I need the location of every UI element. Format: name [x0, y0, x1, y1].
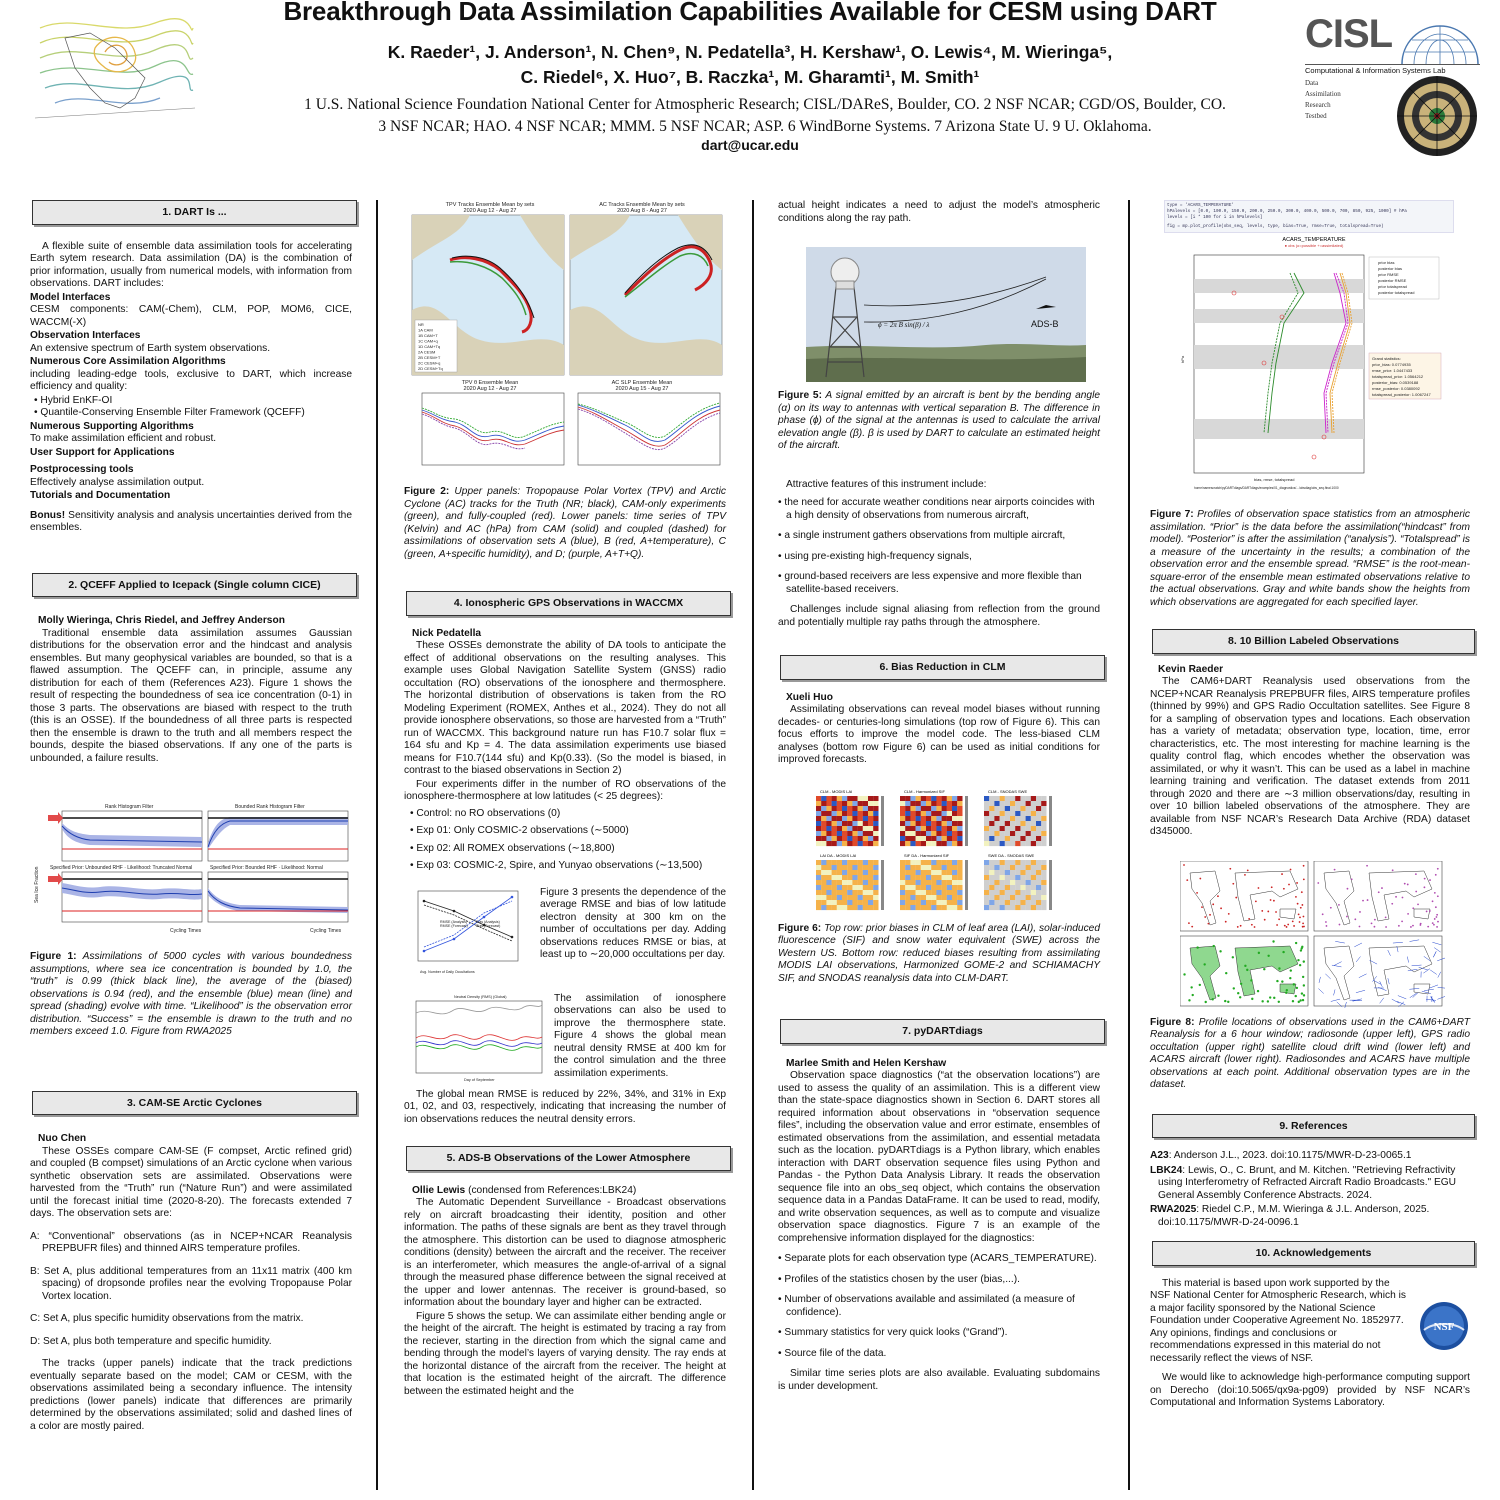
dart-logo-word-2: Assimilation: [1305, 90, 1341, 98]
s3-text-2: The tracks (upper panels) indicate that the track predictions eventually separate based on the model; CAM or CESM, with the observations assimilated being a secondary influence. The intensity predictions (lower panels) indicate that differences are primarily determined by the observations assimilated; solid and dashed lines of a color are mostly paired.: [30, 1358, 352, 1432]
section-2-title: 2. QCEFF Applied to Icepack (Single column CICE): [32, 573, 357, 598]
reference-a23: [1150, 1150, 1470, 1163]
s4-text: These OSSEs demonstrate the ability of DA tools to anticipate the effect of additional observations on the resulting analyses. This example uses Global Navigation Satellite System (GNSS) radio occultation (RO) observations of the ionosphere and thermosphere. The horizontal distribution of observations is taken from the RO Modeling Experiment (ROMEX, Anthes et al., 2024). They do not all provide ionosphere observations, so those are harvested from a “Truth” run of WACCMX. This background nature run has F10.7 solar flux = 164 sfu and Kp = 4. The data assimilation experiments use biased means for F10.7(144 sfu) and Kp(0.33). (So the model is biased, in contrast to the biased observations in Section 2): [404, 640, 726, 776]
s5-feature-1: • the need for accurate weather conditions near airports coincides with a high density of observations from numerous aircraft,: [778, 497, 1095, 521]
figure-1: [30, 803, 352, 933]
figure-6-caption-label: Figure 6:: [778, 922, 822, 934]
column-divider-3: [1128, 200, 1130, 1490]
cisl-logo-text: CISL: [1305, 12, 1393, 56]
s4-exp-01: • Exp 01: Only COSMIC-2 observations (∼5000): [410, 825, 629, 836]
fig7-code-3: levels = [i * 100 for i in hPalevels]: [1167, 215, 1263, 220]
s3-text: These OSSEs compare CAM-SE (F compset, Arctic refined grid) and coupled (B compset) simulations of an Arctic cyclone when various synthetic observation sets are assimilated. Observations were harvested from the “Truth” run (“Nature Run”) and were assimilated until the forecast initial time (2020-8-20). The forecasts extended 7 days. The observation sets are:: [30, 1145, 352, 1219]
figure-5-caption: [778, 390, 1100, 453]
affil-line-1: 1 U.S. National Science Foundation National Center for Atmospheric Research; CISL/DAReS, Boulder, CO. 2 NSF NCAR; CGD/OS, Boulder, CO.: [304, 96, 1226, 113]
fig6-map-title-4: SIF DA - Harmonized SIF: [904, 852, 950, 858]
fig1-ylabel: Sea Ice Fraction: [34, 866, 40, 903]
reference-rwa2025-text: : Riedel C.P., M.M. Wieringa & J.L. Anderson, 2025. doi:10.1175/MWR-D-24-0096.1: [1158, 1204, 1430, 1228]
fig2-tpv-series-dates: 2020 Aug 12 - Aug 27: [463, 386, 517, 392]
fig1-arrow-icons: [48, 812, 63, 885]
s5-feature-3: • using pre-existing high-frequency signals,: [778, 550, 972, 562]
figure-2-caption-label: Figure 2:: [404, 486, 450, 497]
s4-text-3: The global mean RMSE is reduced by 22%, 34%, and 31% in Exp 01, 02, and 03, respectively, indicating that increasing the number of ion observations reduces the neutral density errors.: [404, 1088, 726, 1125]
column-divider-1: [376, 200, 378, 1490]
fig6-map-title-0: CLM - MODIS LAI: [820, 788, 853, 794]
s4-text-2: Four experiments differ in the number of RO observations of the ionosphere-thermosphere at low latitudes (< 25 degrees):: [404, 778, 726, 802]
figure-7: [1164, 200, 1454, 495]
s1-text-postprocessing: Effectively analyse assimilation output.: [30, 476, 205, 488]
fig2-legend-5: 2A CESM: [418, 349, 436, 355]
figure-5-caption-text: A signal emitted by an aircraft is bent by the bending angle (α) on its way to antennas with vertical separation B. The difference in phase (ϕ) of the signal at the antennas is used to calculate the arrival elevation angle (β). β is used by DART to calculate an estimated height of the aircraft.: [778, 390, 1100, 451]
s3-set-b: B: Set A, plus additional temperatures from an 11x11 matrix (400 km spacing) of dropsonde profiles near the evolving Tropopause Polar Vortex location.: [30, 1265, 352, 1302]
reference-lbk24-text: : Lewis, O., C. Brunt, and M. Kitchen. "Retrieving Refractivity using Interferometry of Refracted Aircraft Radio Broadcasts." EGU General Assembly Conference Abstracts. 2024.: [1158, 1164, 1457, 1201]
fig7-grand-1: rmse_prior: 1.0447433: [1372, 368, 1413, 373]
s6-text: Assimilating observations can reveal model biases without running decades- or centuries-long simulations (top row of Figure 6). This can focus efforts to improve the model code. The less-biased CLM analyses (bottom row Figure 6) can be used as initial conditions for improved forecasts.: [778, 704, 1100, 765]
s7-text: Observation space diagnostics (“at the observation locations”) are used to assess the quality of an assimilation. This is a different view than the state-space diagnostics shown in Section 6. DART stores all required information about observations in “observation sequence files”, including the observation value and error estimate, ensembles of estimated observations from the assimilation, and essential metadata such as the location. pyDARTdiags is a Python library, which enables interaction with DART observation sequence files using Python and Pandas - the Python Data Analysis Library. It reads the observation sequence file into an obs_seq object, which contains the observation sequence data in a Pandas DataFrame. It can be used to read, modify, and write observation sequences, as well as to compute and visualize observation space diagnostics. Figure 7 is an example of the comprehensive information displayed for the diagnostics:: [778, 1070, 1100, 1244]
fig6-colorbar-2: [1049, 796, 1052, 846]
fig7-code-2: hPalevels = [0.0, 100.0, 150.0, 200.0, 250.0, 300.0, 400.0, 500.0, 700, 850, 925, 1000] # hPa: [1167, 209, 1407, 214]
fig1-panel-c-title: Specified Prior: Unbounded RHF · Likelihood: Truncated Normal: [50, 865, 193, 871]
s1-bonus-text: Sensitivity analysis and analysis uncertainties derived from the ensembles.: [30, 509, 352, 533]
s5-authors-line: [412, 1185, 726, 1198]
s4-exp-02: • Exp 02: All ROMEX observations (∼18,800): [410, 842, 615, 854]
fig2-legend-1: 1A CAM: [418, 327, 433, 333]
fig7-legend-5: posterior totalspread: [1378, 290, 1415, 295]
s6-authors: Xueli Huo: [786, 691, 833, 703]
figure-2: [410, 200, 726, 470]
figure-6-caption: [778, 923, 1100, 986]
column-3: [778, 200, 1100, 1490]
fig7-grand-2: totalspread_prior: 1.0564212: [1372, 374, 1424, 379]
fig7-subtitle: ● obs (o=possible +=assimilated): [1284, 243, 1344, 248]
reference-rwa2025: [1150, 1204, 1470, 1229]
figure-8-caption: [1150, 1017, 1470, 1092]
section-5-title: 5. ADS-B Observations of the Lower Atmosphere: [406, 1146, 731, 1171]
figure-8-caption-text: Profile locations of observations used in the CAM6+DART Reanalysis for a 6 hour window; radiosonde (upper left), GPS radio occultation (upper right) satellite cloud drift wind (lower left) and ACARS aircraft (lower right). Radiosondes and ACARS have multiple observations at each point. Additional observation types are in the dataset.: [1150, 1016, 1470, 1090]
fig3-xlabel: Avg. Number of Daily Occultations: [420, 969, 475, 974]
reference-lbk24-key: LBK24: [1150, 1164, 1183, 1176]
figure-2-caption: [404, 486, 726, 561]
s1-bullet-enkf: • Hybrid EnKF-OI: [34, 394, 113, 406]
figure-1-caption-label: Figure 1:: [30, 951, 77, 962]
s3-set-d: D: Set A, plus both temperature and specific humidity.: [30, 1335, 272, 1347]
s1-heading-model-interfaces: Model Interfaces: [30, 291, 111, 303]
fig1-panel-d-title: Specified Prior: Bounded RHF · Likelihood: Normal: [210, 865, 323, 871]
figure-5: [806, 247, 1086, 382]
s5-feature-2: • a single instrument gathers observations from multiple aircraft,: [778, 530, 1066, 541]
fig2-ac-series-title: AC SLP Ensemble Mean: [611, 380, 673, 386]
section-8-title: 8. 10 Billion Labeled Observations: [1152, 629, 1475, 654]
fig2-legend-0: NR: [418, 322, 424, 327]
fig7-grand-title: Grand statistics:: [1372, 356, 1401, 361]
fig2-ac-map: [570, 215, 722, 375]
s1-intro: A flexible suite of ensemble data assimilation tools for accelerating Earth sytem research. Data assimilation (DA) is the combination of prior information, usually from numerical models, with information from observations. DART includes:: [30, 240, 352, 289]
s2-text: Traditional ensemble data assimilation assumes Gaussian distributions for the observation error and the hindcast and analysis ensembles. But many geophysical variables are bounded, so that is a flawed assumption. The QCEFF can, in principle, assume any distribution for each of them (References A23). Figure 1 shows the result of respecting the boundedness of sea ice concentration (0-1) in those 3 parts. The observations are biased with respect to the truth (this is an OSSE). If the boundedness of all three parts is respected then the ensemble is drawn to the truth and all members respect the bounds, despite the biased observations. If any one of the parts is unbounded, a failure results.: [30, 627, 352, 764]
figure-5-caption-label: Figure 5:: [778, 390, 822, 401]
s1-heading-postprocessing: Postprocessing tools: [30, 464, 134, 475]
dart-logo-word-4: Testbed: [1305, 112, 1327, 120]
fig1-panel-a: [62, 811, 202, 861]
fig8-map-3: [1314, 936, 1445, 1008]
fig2-ac-series-dates: 2020 Aug 15 - Aug 27: [615, 386, 669, 392]
s1-bonus: [30, 510, 352, 535]
fig2-ac-track-dates: 2020 Aug 8 - Aug 27: [617, 208, 667, 214]
fig4-title: Neutral Density (RMS) (Global): [454, 994, 507, 999]
s5-authors: Ollie Lewis: [412, 1184, 466, 1196]
fig1-xlabel: Cycling Times: [170, 928, 202, 933]
fig6-colorbar-5: [1049, 860, 1052, 910]
reference-a23-text: : Anderson J.L., 2023. doi:10.1175/MWR-D-23-0065.1: [1168, 1150, 1412, 1161]
fig6-map-3: [816, 860, 879, 910]
fig7-grand-4: rmse_posterior: 0.0380092: [1372, 386, 1420, 391]
fig3-legend-3: Bias (Forecast): [476, 923, 501, 928]
fig6-map-title-2: CLM - SNODAS SWE: [988, 788, 1028, 794]
cisl-logo-sub: Computational & Information Systems Lab: [1305, 64, 1480, 75]
fig7-legend-4: prior totalspread: [1378, 284, 1407, 289]
fig5-equation: ϕ = 2π B sin(β) / λ: [878, 321, 930, 329]
s7-diag-5: • Source file of the data.: [778, 1347, 887, 1359]
s8-authors: Kevin Raeder: [1158, 663, 1224, 675]
column-1: [30, 200, 352, 1490]
fig2-legend-7: 2C CESM+q: [418, 360, 441, 366]
s4-exp-control: • Control: no RO observations (0): [410, 807, 561, 819]
section-6-title: 6. Bias Reduction in CLM: [780, 655, 1105, 680]
contact-email[interactable]: dart@ucar.edu: [701, 137, 799, 153]
reference-a23-key: A23: [1150, 1150, 1169, 1161]
fig8-map-1: [1314, 861, 1442, 931]
fig6-map-title-1: CLM - Harmonized SIF: [904, 788, 945, 794]
s3-set-c: C: Set A, plus specific humidity observations from the matrix.: [30, 1313, 304, 1324]
fig5-adsb-label: ADS-B: [1031, 319, 1059, 329]
figure-7-caption: [1150, 509, 1470, 609]
fig1-panel-c: [62, 872, 202, 922]
cisl-logo: [1300, 12, 1485, 162]
s8-text: The CAM6+DART Reanalysis used observations from the NCEP+NCAR Reanalysis PREPBUFR files, AIRS temperature profiles (thinned by 99%) and GPS Radio Occultation satellites. See Figure 8 for a sampling of observation types and locations. Each observation has a variety of metadata; observation type, location, time, error characteristics, etc. The most interesting for machine learning is the quality control flag, which encodes whether the observation was assimilated, or why it wasn’t. This can be used as a label in machine learning training and verification. The dataset extends from 2011 through 2020 and there are ∼3 million observations/day, resulting in over 10 billion labeled observations of the atmosphere. They are available from NSF NCAR’s Research Data Archive (RDA) dataset d345000.: [1150, 676, 1470, 837]
section-9-title: 9. References: [1152, 1114, 1475, 1139]
nsf-logo: [1418, 1300, 1470, 1352]
figure-3: [404, 887, 532, 977]
s7-diag-4: • Summary statistics for very quick looks (“Grand”).: [778, 1327, 1008, 1338]
fig7-code-1: type = 'ACARS_TEMPERATURE': [1167, 203, 1235, 208]
section-1-title: 1. DART Is ...: [32, 200, 357, 225]
fig8-map-0: [1180, 861, 1308, 931]
s1-heading-tutorials: Tutorials and Documentation: [30, 490, 171, 501]
s1-heading-user-support: User Support for Applications: [30, 446, 175, 458]
figure-6: [808, 787, 1058, 915]
figure-8-caption-label: Figure 8:: [1150, 1016, 1195, 1028]
dartboard-icon: [1395, 74, 1479, 158]
s2-authors: Molly Wieringa, Chris Riedel, and Jeffrey Anderson: [38, 615, 285, 626]
fig7-xlabel: bias, rmse, totalspread: [1254, 477, 1295, 482]
section-3-title: 3. CAM-SE Arctic Cyclones: [32, 1091, 357, 1116]
s7-diag-2: • Profiles of the statistics chosen by the user (bias,...).: [778, 1273, 1020, 1285]
header-map-logo: [35, 8, 195, 123]
s1-text-observation-interfaces: An extensive spectrum of Earth system observations.: [30, 342, 271, 354]
column-divider-2: [752, 200, 754, 1490]
fig1-panel-d: [208, 872, 348, 922]
column-4: [1150, 200, 1470, 1490]
s1-text-model-interfaces: CESM components: CAM(-Chem), CLM, POP, MOM6, CICE, WACCM(-X): [30, 304, 352, 328]
fig1-xlabel-right: Cycling Times: [310, 928, 342, 933]
fig4-xlabel: Day of September: [464, 1077, 495, 1082]
nsf-logo-text: NSF: [1433, 1320, 1455, 1333]
fig2-legend-4: 1D CAM+Tq: [418, 344, 441, 349]
authors-line-1: K. Raeder¹, J. Anderson¹, N. Chen⁹, N. Pedatella³, H. Kershaw¹, O. Lewis⁴, M. Wieringa⁵,: [387, 42, 1113, 62]
s4-fig3-text: Figure 3 presents the dependence of the average RMSE and bias of low latitude electron density at 300 km on the number of occultations per day. Adding observations reduces RMSE or bias, at least up to ∼20,000 occultations per day.: [540, 886, 726, 960]
reference-lbk24: [1150, 1165, 1470, 1203]
s5-challenges: Challenges include signal aliasing from reflection from the ground and potentially multiple ray paths through the atmosphere.: [778, 604, 1100, 628]
s7-diag-1: • Separate plots for each observation type (ACARS_TEMPERATURE).: [778, 1253, 1097, 1264]
fig2-tpv-track-dates: 2020 Aug 12 - Aug 27: [463, 208, 517, 214]
reference-rwa2025-key: RWA2025: [1150, 1204, 1197, 1215]
figure-6-caption-text: Top row: prior biases in CLM of leaf area (LAI), solar-induced fluorescence (SIF) and snow water equivalent (SWE) across the Western US. Bottom row: reduced biases resulting from assimilating MODIS LAI observations, Harmonized GOME-2 and SCHIAMACHY SIF, and SNODAS reanalysis data into CLM-DART.: [778, 922, 1100, 984]
s1-heading-supporting: Numerous Supporting Algorithms: [30, 420, 194, 432]
figure-7-caption-text: Profiles of observation space statistics from an atmospheric assimilation. “Prior” is the data before the assimilation(“hindcast” from model). “Posterior” is after the assimilation (“analysis”). “Totalspread” is a measure of the uncertainty in the results; a combination of the observation error and the ensemble spread. “RMSE” is the root-mean-square-error of the ensemble mean estimated observations relative to the actual observations. Gray and white bands show the heights from which observations are aggregated for each specified layer.: [1150, 509, 1471, 608]
s1-bonus-label: Bonus!: [30, 509, 66, 521]
s1-text-supporting: To make assimilation efficient and robust.: [30, 433, 217, 444]
s5-authors-note: (condensed from References:LBK24): [465, 1184, 637, 1196]
section-10-title: 10. Acknowledgements: [1152, 1241, 1475, 1266]
fig6-map-4: [900, 860, 963, 910]
s4-authors: Nick Pedatella: [412, 627, 482, 639]
s4-fig4-text: The assimilation of ionosphere observations can also be used to improve the thermosphere state. Figure 4 shows the global mean neutral density RMSE at 400 km for the control simulation and the three assimilation experiments.: [554, 992, 726, 1079]
s7-diag-3: • Number of observations available and assimilated (a measure of confidence).: [778, 1294, 1075, 1318]
s3-set-a: A: “Conventional” observations (as in NCEP+NCAR Reanalysis PREPBUFR files) and thinned AIRS temperature profiles.: [30, 1230, 352, 1254]
fig3-legend-2: Bias (Analysis): [476, 919, 500, 924]
fig7-title: ACARS_TEMPERATURE: [1282, 237, 1346, 243]
s5-features-intro: Attractive features of this instrument include:: [786, 478, 987, 490]
fig7-grand-0: prior_bias: 0.0774935: [1372, 362, 1411, 367]
fig2-legend-3: 1C CAM+q: [418, 338, 438, 344]
fig6-map-title-5: SWE DA - SNODAS SWE: [988, 852, 1035, 858]
affil-line-2: 3 NSF NCAR; HAO. 4 NSF NCAR; MMM. 5 NSF NCAR; ASP. 6 WindBorne Systems. 7 Arizona State U. 9 U. Oklahoma.: [378, 118, 1152, 135]
figure-4: [404, 993, 546, 1089]
figure-1-caption-text: Assimilations of 5000 cycles with various boundedness assumptions, where sea ice concentration is bounded by 1.0, the “truth” is 0.99 (thick black line), the average of the (biased) observations is 0.94 (red), and the ensemble (blue) mean (line) and spread (shading) evolve with time. “Likelihood” is the observation error distribution. “Success” = the ensemble is drawn to the truth and no members exceed 1.0. Figure from RWA2025: [30, 951, 352, 1037]
column-2: [404, 200, 726, 1490]
affiliations: [250, 94, 1280, 138]
figure-2-caption-text: Upper panels: Tropopause Polar Vortex (TPV) and Arctic Cyclone (AC) tracks for the Truth (NR; black), CAM-only experiments (green), and fully-coupled (red). Lower panels: time series of TPV (Kelvin) and AC (hPa) from CAM (solid) and coupled (dashed) for assimilations of observation sets A (blue), B (red, A+temperature), C (green, A+specific humidity), and D; (purple, A+T+Q).: [404, 486, 726, 560]
fig7-source: home/namescratch/pyDARTdiags/DARTdiags/examples/01_diagnostics/.../obsdiag/obs_seq.final.1000: [1194, 486, 1339, 490]
fig3-legend-0: RMSE (Analysis): [440, 919, 468, 924]
s1-text-core-algorithms: including leading-edge tools, exclusive to DART, which increase efficiency and quality:: [30, 368, 352, 392]
fig7-legend-3: posterior RMSE: [1378, 278, 1407, 283]
s3-authors: Nuo Chen: [38, 1133, 87, 1144]
fig8-map-2: [1180, 936, 1308, 1006]
fig6-map-5: [984, 860, 1047, 910]
fig6-map-2: [984, 796, 1047, 846]
fig7-legend-1: posterior bias: [1378, 266, 1403, 271]
s7-authors: Marlee Smith and Helen Kershaw: [786, 1057, 947, 1069]
s5-text: The Automatic Dependent Surveillance - Broadcast observations rely on aircraft broadcasting their identity, position and other information. The paths of these signals are bent as they travel through the atmosphere. This distortion can be used to diagnose atmospheric conditions (density) between the aircraft and the receiver. The receiver is an interferometer, which measures the angle-of-arrival of a signal through the measured phase difference between the signal received at the upper and lower antennas. The receiver is ground-based, so information about the boundary layer and higher can be extracted.: [404, 1197, 726, 1308]
fig2-ac-series: [578, 393, 720, 465]
s5-continued: actual height indicates a need to adjust the model’s atmospheric conditions along the ray path.: [778, 200, 1100, 224]
fig1-panel-a-title: Rank Histogram Filter: [105, 804, 154, 810]
s4-exp-03: • Exp 03: COSMIC-2, Spire, and Yunyao observations (∼13,500): [410, 860, 703, 871]
fig1-panel-b: [208, 811, 348, 861]
poster-title: Breakthrough Data Assimilation Capabilities Available for CESM using DART: [283, 0, 1217, 26]
section-7-title: 7. pyDARTdiags: [780, 1019, 1105, 1044]
section-4-title: 4. Ionospheric GPS Observations in WACCMX: [406, 591, 731, 616]
s10-text: This material is based upon work supported by the NSF National Center for Atmospheric Research, which is a major facility sponsored by the National Science Foundation under Cooperative Agreement No. 1852977. Any opinions, findings and conclusions or recommendations expressed in this material do not necessarily reflect the views of NSF.: [1150, 1277, 1406, 1364]
fig6-colorbar-0: [881, 796, 884, 846]
fig2-tpv-series-title: TPV θ Ensemble Mean: [461, 380, 519, 386]
s1-bullet-qceff: • Quantile-Conserving Ensemble Filter Framework (QCEFF): [34, 407, 305, 418]
dart-logo-word-3: Research: [1305, 101, 1331, 109]
s1-heading-core-algorithms: Numerous Core Assimilation Algorithms: [30, 356, 226, 367]
fig6-map-0: [816, 796, 879, 846]
fig6-colorbar-4: [965, 860, 968, 910]
s5-feature-4: • ground-based receivers are less expensive and more flexible than satellite-based receivers.: [778, 571, 1082, 595]
fig6-colorbar-3: [881, 860, 884, 910]
fig6-map-1: [900, 796, 963, 846]
fig7-legend-0: prior bias: [1378, 260, 1395, 265]
fig2-tpv-series: [422, 393, 564, 465]
fig3-legend-1: RMSE (Forecast): [440, 923, 468, 928]
fig2-legend-6: 2B CESM+T: [418, 355, 441, 360]
globe-icon: [1400, 20, 1480, 65]
figure-1-caption: [30, 951, 352, 1039]
fig7-grand-5: totalspread_posterior: 1.0067247: [1372, 392, 1431, 397]
fig2-tpv-track-title: TPV Tracks Ensemble Mean by sets: [445, 202, 535, 208]
s1-heading-observation-interfaces: Observation Interfaces: [30, 330, 141, 341]
fig7-code-4: fig = mp.plot_profile(obs_seq, levels, type, bias=True, rmse=True, totalspread=True): [1167, 224, 1384, 229]
fig6-colorbar-1: [965, 796, 968, 846]
authors-line-2: C. Riedel⁶, X. Huo⁷, B. Raczka¹, M. Gharamti¹, M. Smith¹: [520, 67, 980, 87]
fig1-panel-b-title: Bounded Rank Histogram Filter: [235, 804, 305, 810]
dart-logo-word-1: Data: [1305, 79, 1319, 87]
s10-text-2: We would like to acknowledge high-performance computing support on Derecho (doi:10.5065/qx9a-pg09) provided by NSF NCAR’s Computational and Information Systems Laboratory.: [1150, 1372, 1470, 1408]
fig2-legend-2: 1B CAM+T: [418, 333, 438, 338]
fig7-grand-3: posterior_bias: 0.0539188: [1372, 380, 1419, 385]
fig2-legend-8: 2D CESM+Tq: [418, 366, 443, 371]
fig6-map-title-3: LAI DA - MODIS LAI: [820, 852, 857, 858]
fig2-ac-track-title: AC Tracks Ensemble Mean by sets: [599, 202, 685, 208]
fig7-legend-2: prior RMSE: [1378, 272, 1399, 277]
figure-7-caption-label: Figure 7:: [1150, 509, 1194, 520]
s7-text-2: Similar time series plots are also available. Evaluating subdomains is under development.: [778, 1368, 1100, 1392]
figure-8: [1180, 861, 1445, 1009]
fig7-ylabel: hPa: [1180, 355, 1185, 363]
s5-text-2: Figure 5 shows the setup. We can assimilate either bending angle or the height of the aircraft. The height is estimated by tracing a ray from the reciever, starting in the direction from which the signal came and bending through the model’s layers of varying density. The ray ends at the horizontal distance of the aircraft from the receiver. The height at that location is the estimated height of the aircraft. The difference between the estimated height and the: [404, 1310, 726, 1397]
author-list: [250, 40, 1250, 90]
